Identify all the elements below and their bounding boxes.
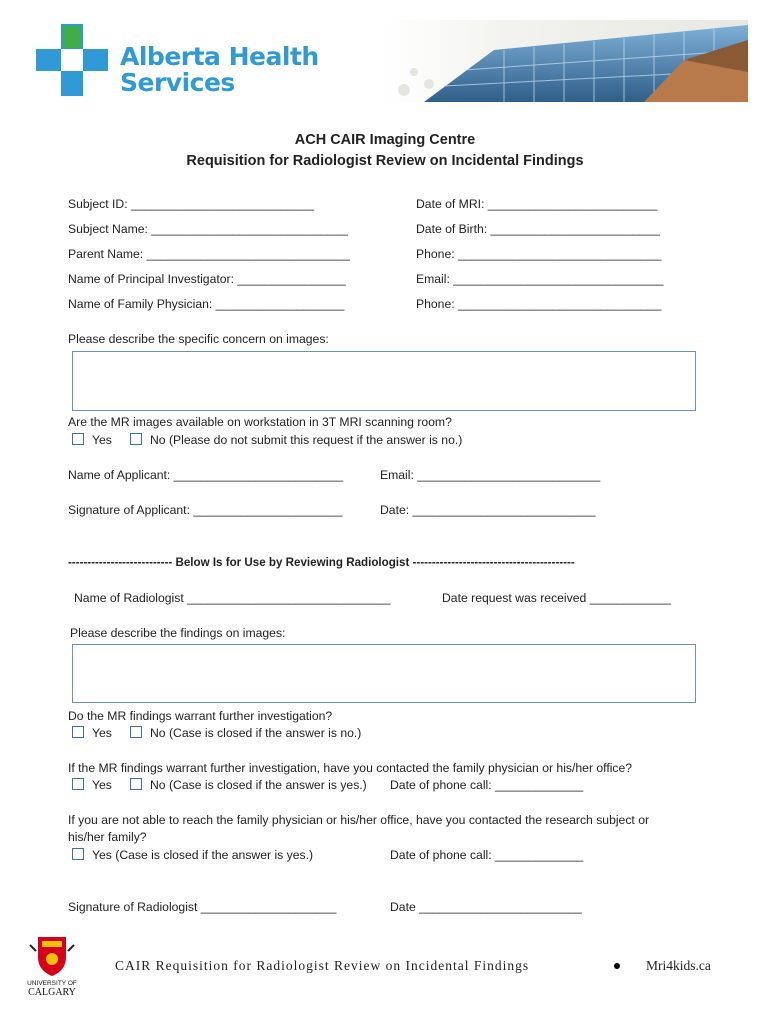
document-subtitle: Requisition for Radiologist Review on Incidental Findings [186,153,584,169]
concern-label: Please describe the specific concern on images: [68,332,329,346]
applicant-date-field[interactable]: Date: ___________________________ [380,503,596,517]
university-line2: CALGARY [28,987,76,997]
q2-yes-option[interactable] [72,778,112,792]
contacted-family-question-line1: If you are not able to reach the family physician or his/her office, have you contacted the research subject or [68,813,650,827]
logo-line2: Services [120,68,235,97]
ahs-logo-icon [36,24,108,96]
date-received-field[interactable]: Date request was received ____________ [442,591,672,605]
email-field[interactable]: Email: _______________________________ [416,272,664,286]
findings-label: Please describe the findings on images: [70,626,286,640]
university-line1: UNIVERSITY OF [27,980,77,987]
date-of-mri-field[interactable]: Date of MRI: _________________________ [416,197,658,211]
contacted-physician-question: If the MR findings warrant further investigation, have you contacted the family physician or his/her office? [68,761,633,775]
university-of-calgary-crest-icon [22,935,82,997]
footer-website: Mri4kids.ca [646,958,711,973]
applicant-name-field[interactable]: Name of Applicant: _________________________ [68,468,344,482]
principal-investigator-field[interactable]: Name of Principal Investigator: ________________ [68,272,346,286]
ahs-logo-text [120,44,319,96]
applicant-email-field[interactable]: Email: ___________________________ [380,468,601,482]
checkbox-icon[interactable] [72,778,84,790]
date-of-birth-field[interactable]: Date of Birth: _________________________ [416,222,660,236]
q2-no-option[interactable] [130,778,367,792]
contacted-family-question-line2: his/her family? [68,830,147,844]
q3-phone-date-field[interactable]: Date of phone call: _____________ [390,848,584,862]
footer-document-name: CAIR Requisition for Radiologist Review on Incidental Findings [115,958,530,973]
checkbox-icon[interactable] [130,433,142,445]
findings-textarea[interactable] [72,644,696,703]
hospital-building-image [384,20,748,102]
bullet-icon [614,963,620,969]
subject-id-field[interactable]: Subject ID: ___________________________ [68,197,315,211]
radiologist-section-separator: --------------------------- Below Is for Use by Reviewing Radiologist ------------------------------------------ [68,556,575,569]
q3-yes-label: Yes (Case is closed if the answer is yes.) [92,848,314,862]
further-investigation-question: Do the MR findings warrant further investigation? [68,709,333,723]
checkbox-icon[interactable] [72,726,84,738]
concern-textarea[interactable] [72,351,696,411]
radiologist-signature-field[interactable]: Signature of Radiologist ____________________ [68,900,337,914]
logo-line1: Alberta Health [120,42,319,71]
phone-field[interactable]: Phone: ______________________________ [416,247,662,261]
mr-yes-option[interactable] [72,433,112,447]
q1-no-label: No (Case is closed if the answer is no.) [150,726,362,740]
checkbox-icon[interactable] [130,778,142,790]
q3-yes-option[interactable] [72,848,313,862]
q2-phone-date-field[interactable]: Date of phone call: _____________ [390,778,584,792]
applicant-signature-field[interactable]: Signature of Applicant: ______________________ [68,503,343,517]
physician-phone-field[interactable]: Phone: ______________________________ [416,297,662,311]
mr-no-label: No (Please do not submit this request if the answer is no.) [150,433,463,447]
radiologist-name-field[interactable]: Name of Radiologist ______________________________ [74,591,391,605]
mr-yes-label: Yes [92,433,112,447]
q2-no-label: No (Case is closed if the answer is yes.) [150,778,367,792]
radiologist-date-field[interactable]: Date ________________________ [390,900,582,914]
q1-yes-label: Yes [92,726,112,740]
parent-name-field[interactable]: Parent Name: ______________________________ [68,247,350,261]
q1-yes-option[interactable] [72,726,112,740]
document-title: ACH CAIR Imaging Centre [294,132,476,148]
checkbox-icon[interactable] [72,433,84,445]
q2-yes-label: Yes [92,778,112,792]
mr-available-question: Are the MR images available on workstation in 3T MRI scanning room? [68,415,452,429]
subject-name-field[interactable]: Subject Name: _____________________________ [68,222,348,236]
mr-no-option[interactable] [130,433,462,447]
family-physician-field[interactable]: Name of Family Physician: ___________________ [68,297,345,311]
checkbox-icon[interactable] [72,848,84,860]
checkbox-icon[interactable] [130,726,142,738]
q1-no-option[interactable] [130,726,361,740]
